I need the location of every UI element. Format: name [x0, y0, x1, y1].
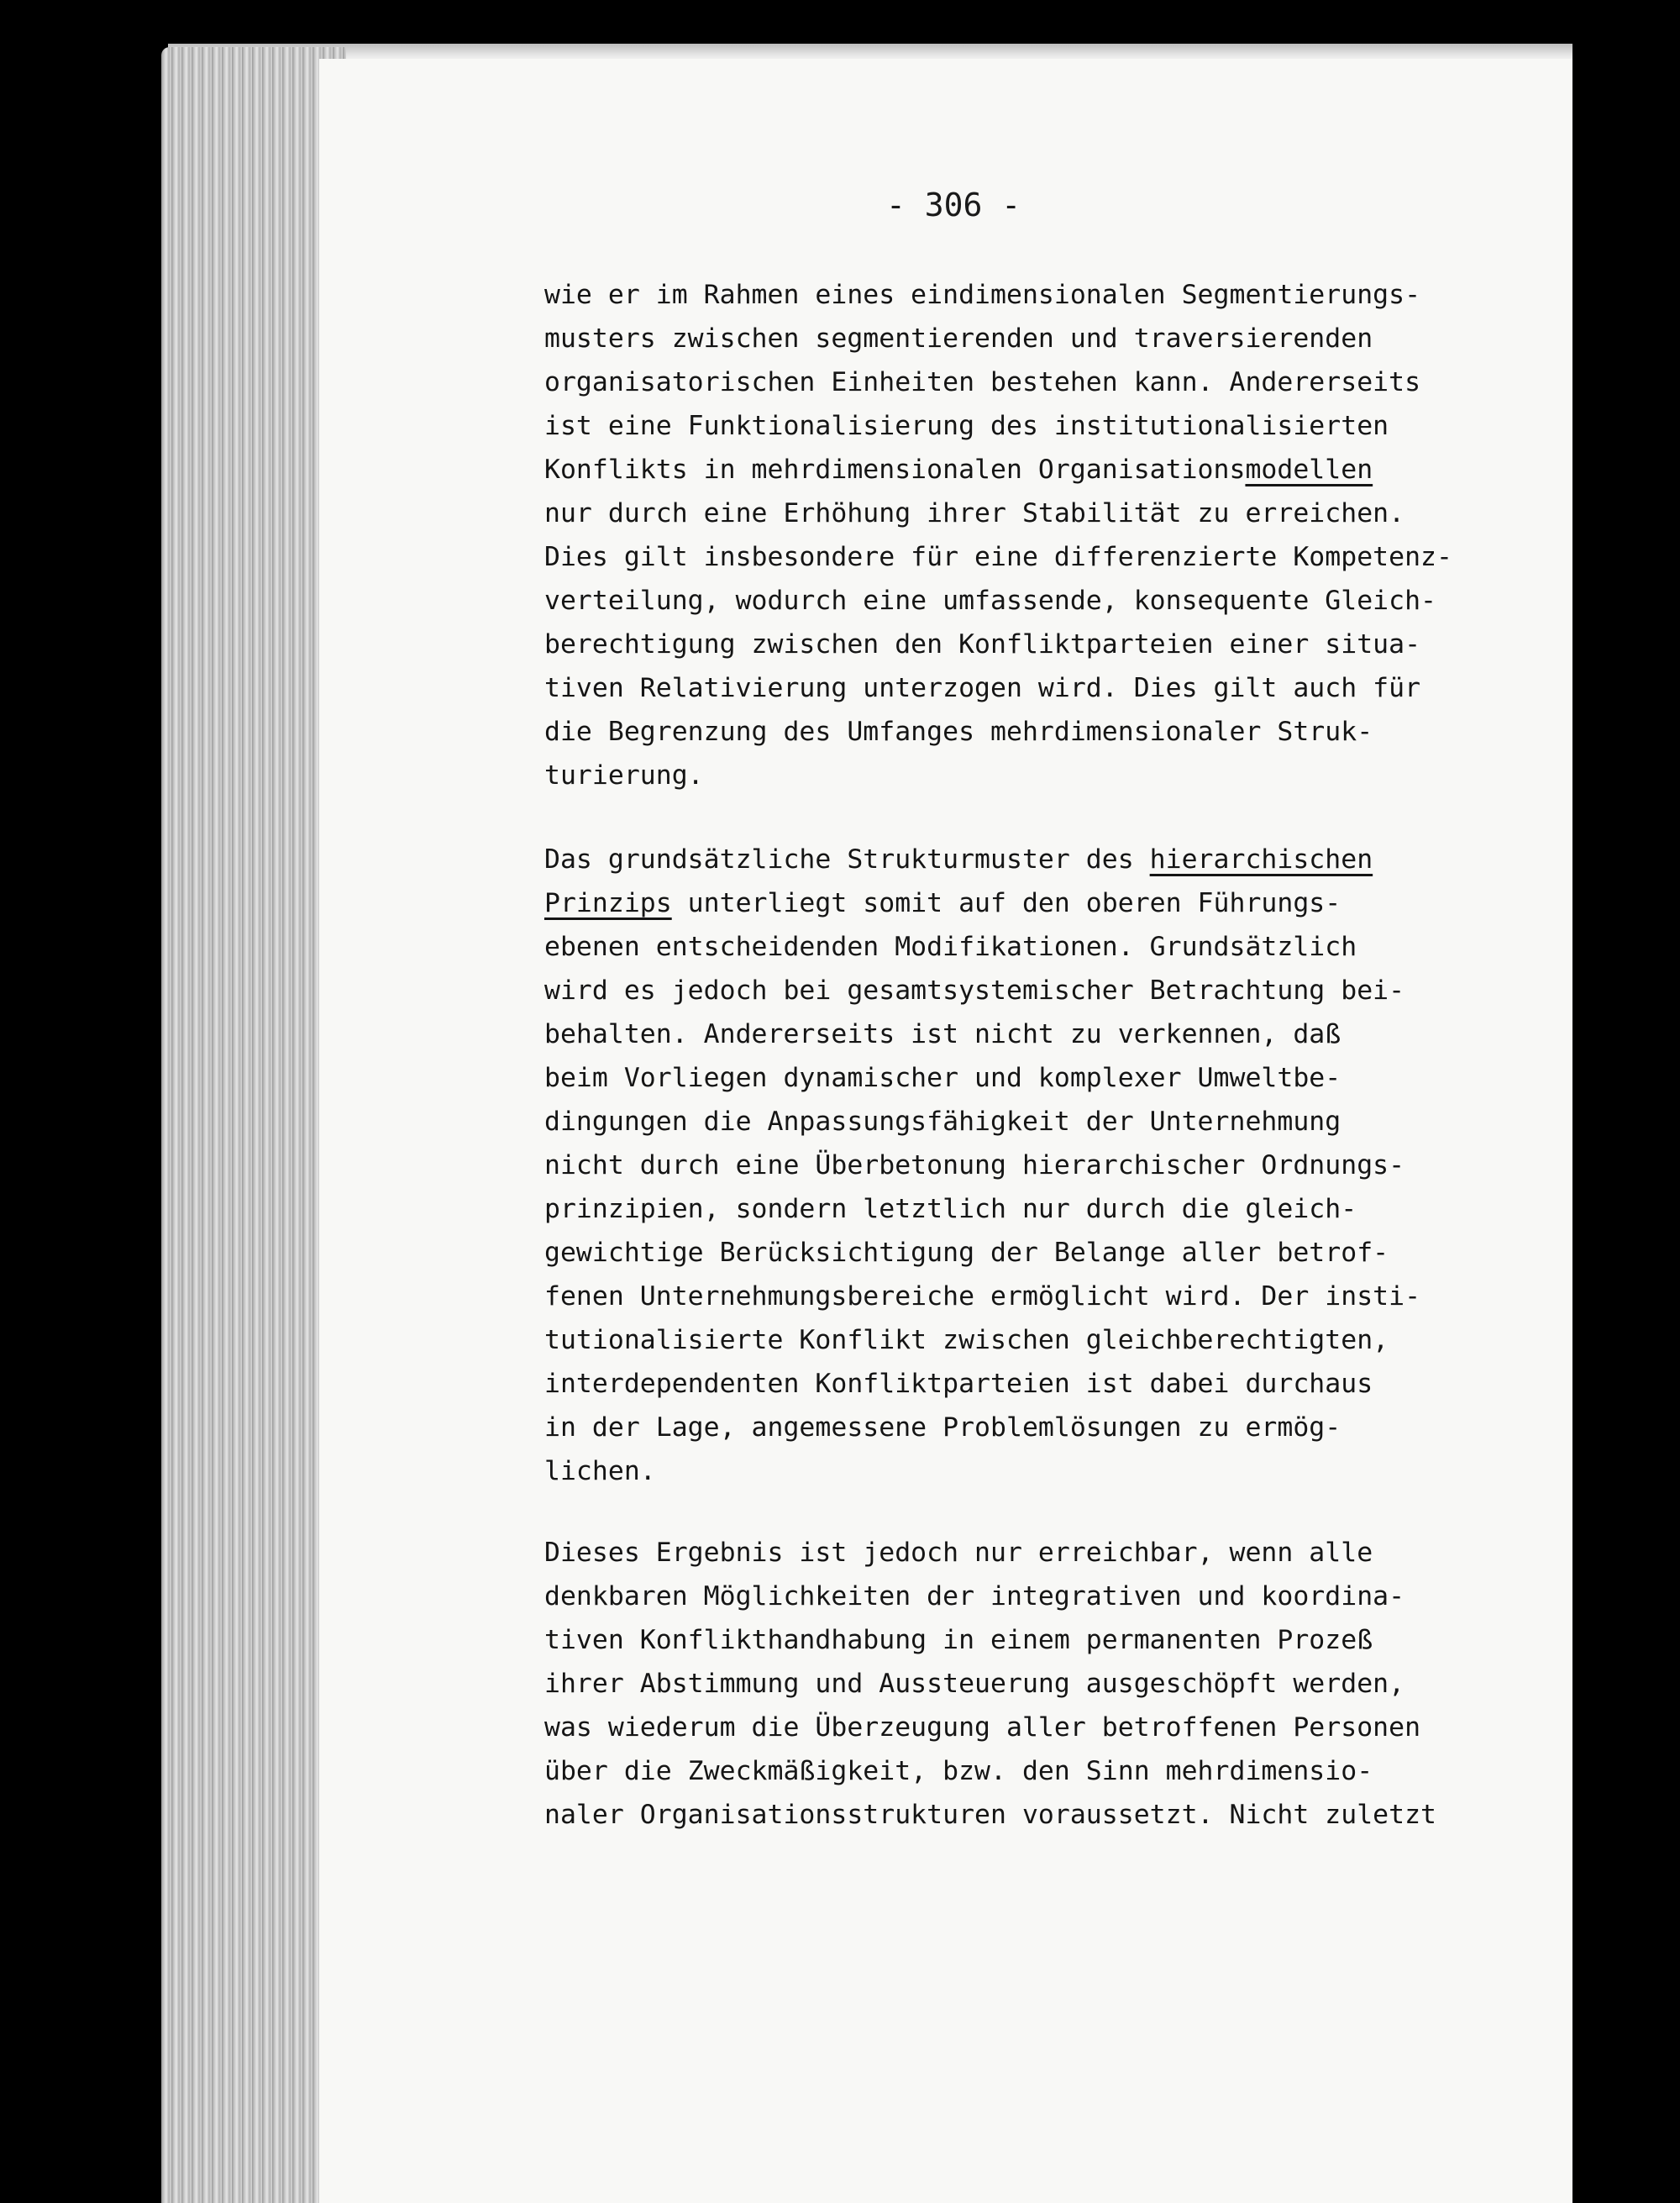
text-line [544, 1706, 1436, 1749]
text-line [544, 360, 1452, 404]
book-top-edge [168, 44, 1572, 60]
text-line [544, 579, 1452, 623]
text-segment: nur durch eine Erhöhung ihrer Stabilität zu erreichen. [544, 498, 1405, 528]
text-line [544, 1662, 1436, 1706]
text-line [544, 838, 1420, 881]
text-segment: verteilung, wodurch eine umfassende, konsequente Gleich- [544, 586, 1437, 616]
text-segment: tiven Konflikthandhabung in einem permanenten Prozeß [544, 1625, 1373, 1655]
text-line [544, 623, 1452, 666]
text-line [544, 1531, 1436, 1575]
text-segment: die Begrenzung des Umfanges mehrdimensionaler Struk- [544, 717, 1373, 747]
text-segment: gewichtige Berücksichtigung der Belange aller betrof- [544, 1238, 1389, 1268]
text-segment: ebenen entscheidenden Modifikationen. Grundsätzlich [544, 932, 1357, 962]
text-line [544, 1056, 1420, 1100]
paragraph-3 [544, 1531, 1436, 1837]
text-segment: turierung. [544, 760, 704, 791]
text-line [544, 666, 1452, 710]
text-line [544, 1449, 1420, 1493]
text-line [544, 1575, 1436, 1618]
text-segment: nicht durch eine Überbetonung hierarchischer Ordnungs- [544, 1150, 1405, 1180]
text-segment: Dies gilt insbesondere für eine differenzierte Kompetenz- [544, 542, 1452, 572]
text-segment: lichen. [544, 1456, 656, 1486]
text-segment: fenen Unternehmungsbereiche ermöglicht wird. Der insti- [544, 1281, 1421, 1312]
text-segment: Das grundsätzliche Strukturmuster des [544, 844, 1150, 875]
text-line [544, 1749, 1436, 1793]
text-segment: tutionalisierte Konflikt zwischen gleichberechtigten, [544, 1325, 1389, 1355]
text-segment: denkbaren Möglichkeiten der integrativen und koordina- [544, 1581, 1405, 1612]
paragraph-1 [544, 273, 1452, 797]
text-line [544, 317, 1452, 360]
text-segment: prinzipien, sondern letztlich nur durch die gleich- [544, 1194, 1357, 1224]
text-segment: beim Vorliegen dynamischer und komplexer Umweltbe- [544, 1063, 1341, 1093]
text-line [544, 535, 1452, 579]
text-line [544, 448, 1452, 492]
text-segment: musters zwischen segmentierenden und traversierenden [544, 323, 1373, 354]
text-segment: ist eine Funktionalisierung des institutionalisierten [544, 411, 1389, 441]
text-segment: organisatorischen Einheiten bestehen kann. Andererseits [544, 367, 1421, 397]
text-line [544, 1318, 1420, 1362]
page-number: - 306 - [886, 187, 1021, 223]
text-segment: tiven Relativierung unterzogen wird. Dies gilt auch für [544, 673, 1421, 703]
text-segment: berechtigung zwischen den Konfliktparteien einer situa- [544, 629, 1421, 660]
text-line [544, 1187, 1420, 1231]
text-line [544, 754, 1452, 797]
text-segment: unterliegt somit auf den oberen Führungs- [671, 888, 1341, 918]
text-segment: Dieses Ergebnis ist jedoch nur erreichbar, wenn alle [544, 1538, 1373, 1568]
underlined-term: Prinzips [544, 888, 672, 918]
text-line [544, 1144, 1420, 1187]
text-line [544, 969, 1420, 1012]
text-line [544, 710, 1452, 754]
text-segment: ihrer Abstimmung und Aussteuerung ausgeschöpft werden, [544, 1669, 1405, 1699]
text-line [544, 404, 1452, 448]
text-line [544, 1362, 1420, 1406]
text-segment: wie er im Rahmen eines eindimensionalen Segmentierungs- [544, 280, 1421, 310]
text-line [544, 1406, 1420, 1449]
text-segment: Konflikts in mehrdimensionalen Organisations [544, 455, 1246, 485]
text-segment: behalten. Andererseits ist nicht zu verkennen, daß [544, 1019, 1341, 1049]
underlined-term: modellen [1245, 455, 1373, 485]
book-page-edges [161, 47, 346, 2203]
paragraph-2 [544, 838, 1420, 1493]
text-segment: was wiederum die Überzeugung aller betroffenen Personen [544, 1712, 1421, 1743]
underlined-term: hierarchischen [1149, 844, 1373, 875]
text-line [544, 492, 1452, 535]
text-segment: über die Zweckmäßigkeit, bzw. den Sinn mehrdimensio- [544, 1756, 1373, 1786]
text-segment: naler Organisationsstrukturen voraussetzt. Nicht zuletzt [544, 1800, 1437, 1830]
text-line [544, 925, 1420, 969]
text-segment: dingungen die Anpassungsfähigkeit der Unternehmung [544, 1107, 1341, 1137]
text-line [544, 1100, 1420, 1144]
text-segment: wird es jedoch bei gesamtsystemischer Betrachtung bei- [544, 975, 1405, 1006]
text-line [544, 273, 1452, 317]
text-line [544, 1012, 1420, 1056]
text-segment: in der Lage, angemessene Problemlösungen zu ermög- [544, 1412, 1341, 1443]
text-line [544, 881, 1420, 925]
text-segment: interdependenten Konfliktparteien ist dabei durchaus [544, 1369, 1373, 1399]
text-line [544, 1618, 1436, 1662]
text-line [544, 1275, 1420, 1318]
text-line [544, 1793, 1436, 1837]
text-line [544, 1231, 1420, 1275]
